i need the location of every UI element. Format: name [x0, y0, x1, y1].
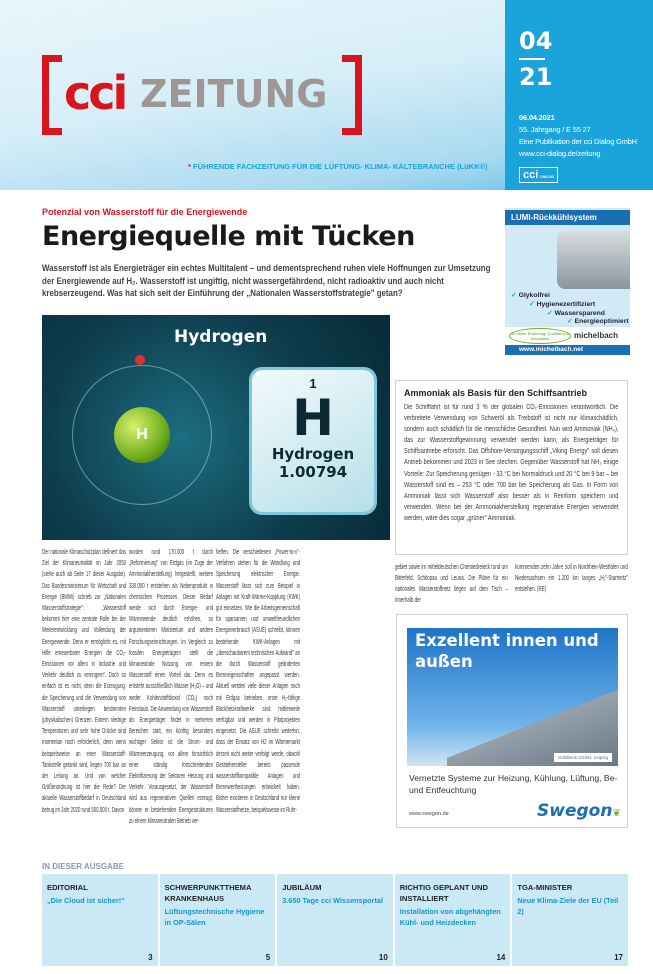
sidebox	[395, 380, 628, 555]
toc-section: SCHWERPUNKTTHEMA KRANKENHAUS	[164, 883, 252, 903]
check-icon: ✓	[567, 318, 575, 325]
toc-title: 3.650 Tage cci Wissensportal	[282, 896, 383, 905]
tagline	[188, 162, 488, 171]
toc-item[interactable]	[512, 874, 628, 966]
toc-page: 10	[378, 953, 388, 962]
issue-date: 06.04.2021	[519, 113, 555, 122]
feature-label: Wassersparend	[554, 310, 605, 317]
cooling-unit-image	[557, 231, 630, 289]
toc-page: 17	[614, 953, 623, 962]
logo-cci: cci	[64, 66, 126, 120]
article-title: Energiequelle mit Tücken	[42, 221, 415, 252]
hydrogen-image	[42, 315, 390, 540]
ad-slogan: 50 Jahre Erfahrung, Qualität und Innovation	[509, 328, 571, 344]
logo-zeitung: ZEITUNG	[140, 72, 328, 116]
element-symbol: H	[292, 389, 334, 447]
ad-url[interactable]: www.michelbach.net	[505, 345, 630, 355]
feature-label: Energieoptimiert	[574, 318, 629, 325]
feature-item	[567, 318, 629, 326]
feature-item	[511, 292, 550, 300]
toc-section: JUBILÄUM	[282, 883, 322, 892]
article-kicker: Potenzial von Wasserstoff für die Energiewende	[42, 207, 248, 217]
leaf-icon: ❦	[612, 808, 621, 819]
issue-panel	[505, 0, 653, 190]
issue-year: 21	[519, 63, 553, 91]
website-link[interactable]: www.cci-dialog.de/zeitung	[519, 149, 601, 158]
swegon-ad[interactable]	[396, 614, 628, 828]
tagline-text: FÜHRENDE FACHZEITUNG FÜR DIE LÜFTUNG- KLIMA- KÄLTEBRANCHE (LüKK®)	[193, 162, 488, 171]
toc-title: Neue Klima-Ziele der EU (Teil 2)	[517, 896, 619, 916]
electron	[135, 355, 145, 365]
table-of-contents	[42, 874, 628, 966]
toc-page: 3	[148, 953, 153, 962]
masthead	[0, 0, 653, 190]
feature-item	[547, 310, 605, 318]
publisher: Eine Publikation der cci Dialog GmbH	[519, 137, 637, 146]
toc-page: 14	[496, 953, 506, 962]
feature-label: Glykolfrei	[518, 292, 550, 299]
toc-item[interactable]	[160, 874, 276, 966]
tagline-asterisk: *	[188, 162, 194, 171]
check-icon: ✓	[529, 301, 537, 308]
ad-brand: michelbach	[574, 331, 619, 340]
logo-bracket-right	[342, 55, 362, 135]
ad-text: Vernetzte Systeme zur Heizung, Kühlung, Lüftung, Be- und Entfeuchtung	[409, 773, 618, 795]
toc-section: EDITORIAL	[47, 883, 88, 892]
image-caption: Goldbeck GmbH, Leipzig	[554, 753, 612, 762]
sidebox-text: Die Schifffahrt ist für rund 3 % der globalen CO₂-Emissionen verantwortlich. Die verbreitete Verwendung von Schweröl als Treibstoff ist nicht nur klimaschädlich, sondern auch schädlich für die menschliche Gesundheit. Nun wird Ammoniak (NH₃), das zur Wasserstoffgewinnung verwendet werden kann, als Energieträger für Schiffsantriebe erforscht. Das Offshore-Versorgungsschiff „Viking Energy" soll diesen Antrieb bekommen und 2023 in See stechen. Gegenüber Wasserstoff hat NH₃ einige Vorteile: Zur Speicherung genügen - 33 °C bei Normaldruck und 20 °C bei 9 bar – bei Wasserstoff sind es – 253 °C oder 700 bar bei Speicherung als Gas. In Form von Ammoniak lässt sich Wasserstoff also besser als in Reinform speichern und verwenden. Wenn bei der Ammoniakherstellung regenerative Energien verwendet werden, wäre dies sogar „grüner" Ammoniak.	[404, 404, 619, 522]
toc-label: IN DIESER AUSGABE	[42, 862, 124, 871]
ad-url[interactable]: www.swegon.de	[409, 811, 449, 817]
cci-zeitung-logo	[42, 55, 362, 135]
feature-item	[529, 301, 595, 309]
toc-item[interactable]	[42, 874, 158, 966]
image-heading: Hydrogen	[174, 327, 268, 347]
logo-bracket-left	[42, 55, 62, 135]
nucleus: H	[114, 407, 170, 463]
atomic-weight: 1.00794	[278, 463, 348, 481]
ad-headline: Exzellent innen und außen	[415, 631, 599, 671]
toc-item[interactable]	[395, 874, 511, 966]
toc-title: Installation von abgehängten Kühl- und Heizdecken	[399, 907, 501, 927]
issue-divider	[519, 58, 545, 60]
toc-page: 5	[265, 953, 271, 962]
toc-title: „Die Cloud ist sicher!"	[47, 896, 125, 905]
article-column-5: kommenden zehn Jahre soll in Nordrhein-Westfalen und Niedersachsen ein 1.200 km langes „H₂"-Startnetz" entstehen. (RE)	[515, 562, 628, 593]
volume: 55. Jahrgang / E 55 27	[519, 125, 591, 134]
swegon-wordmark: Swegon	[537, 801, 613, 821]
ad-footer	[505, 327, 630, 345]
michelbach-ad[interactable]	[505, 208, 630, 354]
swegon-logo	[537, 801, 621, 824]
element-tile	[252, 370, 374, 512]
building-image	[407, 628, 618, 766]
article-lead: Wasserstoff ist als Energieträger ein echtes Multitalent – und dementsprechend ruhen viele Hoffnungen zur Umsetzung der Energiewende auf H₂. Wasserstoff ist ungiftig, nicht wassergefährdend, nicht radioaktiv und auch nicht krebserzeugend. Was hat sich seit der Einführung der „Nationalen Wasserstoffstrategie" getan?	[42, 263, 491, 298]
ad-title: LUMI-Rückkühlsystem	[505, 210, 630, 225]
sidebox-title: Ammoniak als Basis für den Schiffsantrieb	[404, 388, 588, 398]
publisher-logo: cci DIALOG	[519, 167, 558, 183]
publisher-logo-sub: DIALOG	[540, 175, 554, 179]
check-icon: ✓	[511, 292, 519, 299]
check-icon: ✓	[547, 310, 555, 317]
toc-item[interactable]	[277, 874, 393, 966]
article-column-3: helfen. Die verschiedenen „Power-to-x"-Verfahren stehen für die Wandlung und Speicherung elektrischer Energie. Wasserstoff lässt sich zum Beispiel in Anlagen mit Kraft-Wärme-Kopplung (KWK) gut einsetzen. Wie die Arbeitsgemeinschaft für sparsamen und umweltfreundlichen Energieverbrauch (ASUE) schreibt, können bestehende KWK-Anlagen mit „überschaubarem technischen Aufwand" an die durch Wasserstoff geänderten Brenneigenschaften angepasst werden. Aktuell werden viele dieser Anlagen noch mit Erdgas betrieben, erste H₂-fähige Blockheizkraftwerke sind mittlerweile verfügbar und werden in Pilotprojekten eingesetzt. Die ASUE schreibt weiterhin, dass der Einsatz von H2 im Wärmemarkt derzeit nicht weiter verfolgt werde, obwohl Gerätehersteller bereits passende wasserstoffkompatible Anlagen und Brennwertheizungen entwickelt haben. Bisher existieren in Deutschland nur kleine Wasserstoffnetze, beispielsweise im Ruhr-	[216, 547, 300, 814]
article-column-1: Der nationale Klimaschutzplan definiert das Ziel der Klimaneutralität im Jahr 2050 (siehe auch ab Seite 17 dieser Ausgabe). Das Bundesministerium für Wirtschaft und Energie (BMWi) schrieb zur „Nationalen Wasserstoffstrategie": „Wasserstoff bekommt hier eine zentrale Rolle bei der Weiterentwicklung und Vollendung der Energiewende. Denn er ermöglicht es, mit Hilfe erneuerbarer Energien die CO₂-Emissionen vor allem in Industrie und Verkehr deutlich zu verringern". Doch so einfach ist es nicht, denn die Erzeugung, die Speicherung und die Verwendung von Wasserstoff unterliegen bestimmten (physikalischen) Grenzen. Extrem niedrige Temperaturen und sehr hohe Drücke sind momentan noch erforderlich, denn wenn beispielsweise an einer Wasserstoff-Tankstelle getankt wird, liegen 700 bar an der Leitung an. Und von welcher Größenordnung ist hier die Rede? Der aktuelle Wasserstoffbedarf in Deutschland betrug im Jahr 2020 rund 500.000 t. Davon	[42, 547, 126, 814]
article-column-4: gebiet sowie im mitteldeutschen Chemiedreieck rund um Bitterfeld, Schkopau und Leuna. Die Pläne für ein nationales Wasserstoffnetz liegen auf dem Tisch – innerhalb der	[395, 562, 508, 604]
toc-section: RICHTIG GEPLANT UND INSTALLIERT	[399, 883, 488, 903]
article-column-2: wurden rund 170.000 t durch „Reformierung" von Erdgas (im Zuge der Ammoniakherstellung) hergestellt, weitere 330.000 t entstehen als Nebenprodukt in chemischen Prozessen. Dieser Bedarf werde sich durch Energie- und Wärmewende deutlich erhöhen, so argumentieren Ministerium und andere Forschungseinrichtungen. Im Vergleich zu fossilen Energieträgern stellt die klimaneutrale Nutzung von reinem Wasserstoff einen Vorteil dar. Denn es entsteht ausschließlich Wasser (H₂O) – und weder Kohlenstoffdioxid (CO₂) noch Feinstaub. Die Anwendung von Wasserstoff als Energieträger findet in mehreren Bereichen statt, ein künftig besonders wichtiger Sektor ist die Strom- und Wärmeerzeugung, vor allem hinsichtlich einer ständig fortschreitenden Elektrifizierung der Sektoren Heizung und Verkehr. Vorausgesetzt, der Wasserstoff wird aus regenerativen Quellen erzeugt, könnte er bestehenden Energiestrukturen zu einem klimaneutralen Betrieb ver-	[129, 547, 213, 825]
toc-title: Lüftungstechnische Hygiene in OP-Sälen	[164, 907, 265, 927]
toc-section: TGA-MINISTER	[517, 883, 573, 892]
issue-number: 04	[519, 27, 553, 55]
atomic-number: 1	[309, 376, 317, 391]
feature-label: Hygienezertifiziert	[536, 301, 596, 308]
element-name: Hydrogen	[271, 445, 355, 463]
